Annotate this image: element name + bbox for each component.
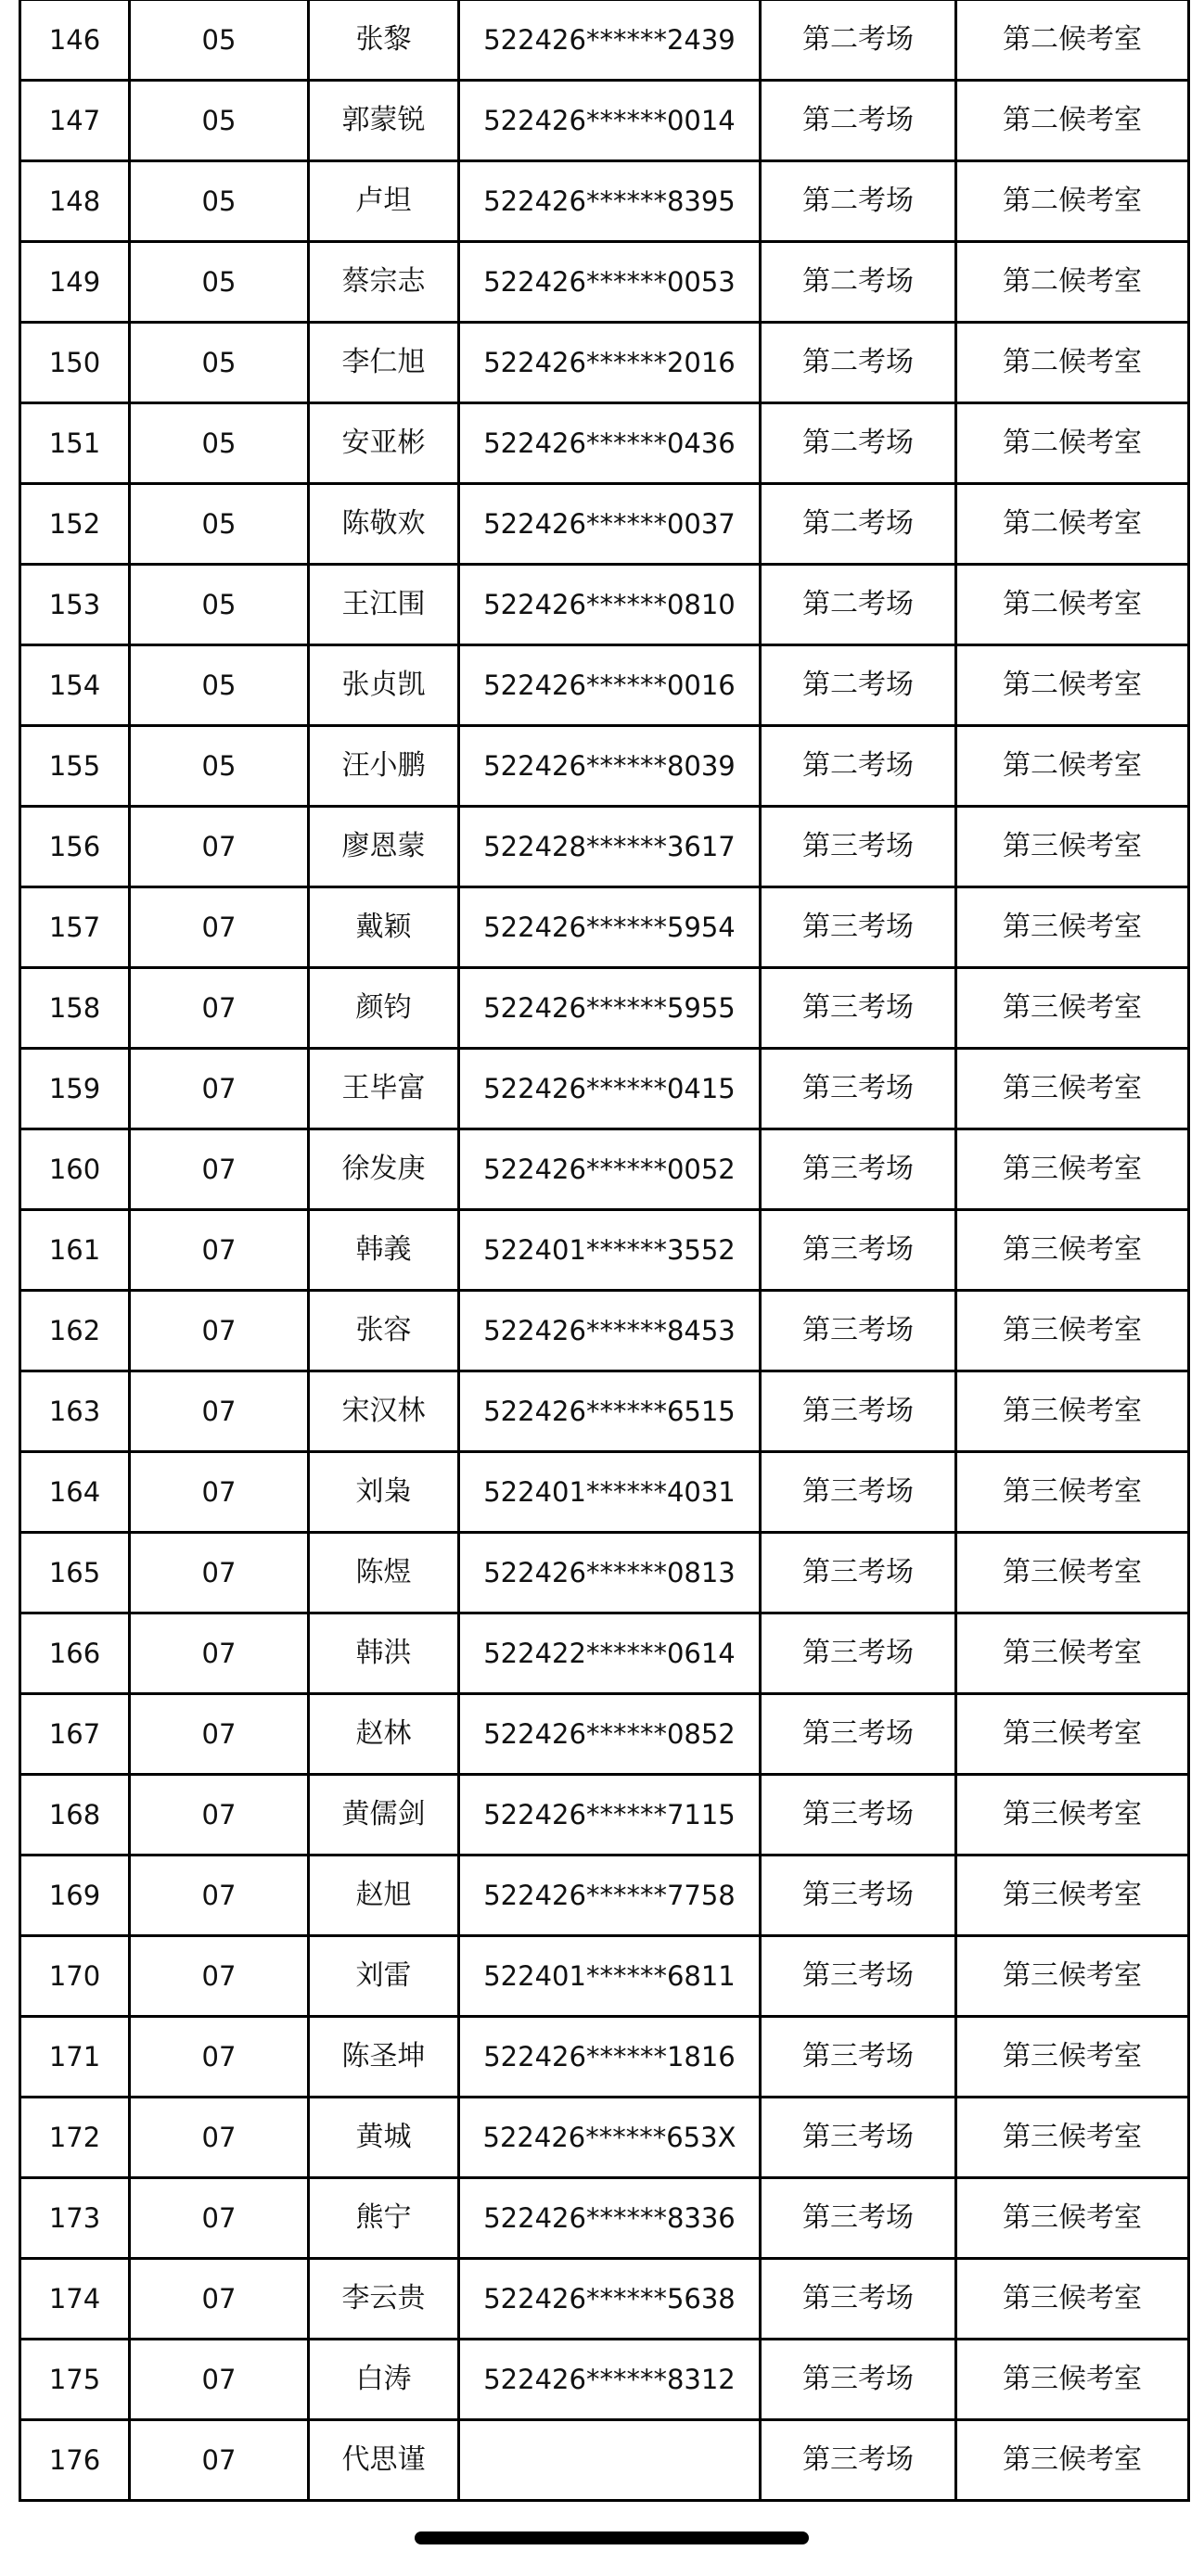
serial-number-cell: 173: [20, 2178, 130, 2259]
position-code-cell: 07: [130, 1049, 309, 1129]
waiting-room-cell: 第三候考室: [956, 1613, 1189, 1694]
serial-number-cell: 157: [20, 887, 130, 968]
id-number-cell: 522426******0813: [459, 1533, 761, 1613]
id-number-cell: 522426******8453: [459, 1291, 761, 1371]
position-code-cell: 07: [130, 1533, 309, 1613]
waiting-room-cell: 第三候考室: [956, 1855, 1189, 1936]
position-code-cell: 05: [130, 0, 309, 81]
candidate-name-cell: 宋汉林: [309, 1371, 459, 1452]
table-row: [20, 2340, 1189, 2420]
waiting-room-cell: 第二候考室: [956, 565, 1189, 645]
serial-number-cell: 175: [20, 2340, 130, 2420]
candidate-name-cell: 廖恩蒙: [309, 807, 459, 887]
position-code-cell: 07: [130, 2259, 309, 2340]
serial-number-cell: 172: [20, 2098, 130, 2178]
waiting-room-cell: 第三候考室: [956, 1049, 1189, 1129]
position-code-cell: 05: [130, 161, 309, 242]
serial-number-cell: 176: [20, 2420, 130, 2501]
candidate-name-cell: 安亚彬: [309, 403, 459, 484]
waiting-room-cell: 第二候考室: [956, 161, 1189, 242]
candidate-name-cell: 韩義: [309, 1210, 459, 1291]
id-number-cell: 522426******8312: [459, 2340, 761, 2420]
serial-number-cell: 174: [20, 2259, 130, 2340]
position-code-cell: 05: [130, 81, 309, 161]
table-row: [20, 1049, 1189, 1129]
exam-venue-cell: 第三考场: [761, 1371, 956, 1452]
candidate-name-cell: 陈煜: [309, 1533, 459, 1613]
waiting-room-cell: 第三候考室: [956, 1694, 1189, 1775]
id-number-cell: 522426******1816: [459, 2017, 761, 2098]
waiting-room-cell: 第三候考室: [956, 1291, 1189, 1371]
position-code-cell: 07: [130, 1210, 309, 1291]
table-row: [20, 1452, 1189, 1533]
table-row: [20, 242, 1189, 323]
table-row: [20, 1855, 1189, 1936]
table-row: [20, 968, 1189, 1049]
exam-venue-cell: 第三考场: [761, 1291, 956, 1371]
candidate-name-cell: 熊宁: [309, 2178, 459, 2259]
waiting-room-cell: 第二候考室: [956, 484, 1189, 565]
candidate-table: [19, 0, 1190, 2502]
id-number-cell: 522426******0810: [459, 565, 761, 645]
id-number-cell: 522426******0415: [459, 1049, 761, 1129]
exam-venue-cell: 第三考场: [761, 887, 956, 968]
serial-number-cell: 161: [20, 1210, 130, 1291]
serial-number-cell: 147: [20, 81, 130, 161]
position-code-cell: 05: [130, 726, 309, 807]
exam-venue-cell: 第三考场: [761, 1210, 956, 1291]
candidate-name-cell: 戴颖: [309, 887, 459, 968]
candidate-name-cell: 陈敬欢: [309, 484, 459, 565]
serial-number-cell: 153: [20, 565, 130, 645]
exam-venue-cell: 第二考场: [761, 242, 956, 323]
exam-venue-cell: 第三考场: [761, 1775, 956, 1855]
exam-venue-cell: 第三考场: [761, 1129, 956, 1210]
waiting-room-cell: 第三候考室: [956, 1936, 1189, 2017]
candidate-name-cell: 张贞凯: [309, 645, 459, 726]
id-number-cell: 522426******8039: [459, 726, 761, 807]
exam-venue-cell: 第二考场: [761, 403, 956, 484]
serial-number-cell: 149: [20, 242, 130, 323]
exam-venue-cell: 第三考场: [761, 2017, 956, 2098]
id-number-cell: 522426******8395: [459, 161, 761, 242]
position-code-cell: 07: [130, 1613, 309, 1694]
position-code-cell: 07: [130, 968, 309, 1049]
serial-number-cell: 158: [20, 968, 130, 1049]
id-number-cell: 522426******0852: [459, 1694, 761, 1775]
waiting-room-cell: 第三候考室: [956, 1129, 1189, 1210]
exam-venue-cell: 第二考场: [761, 323, 956, 403]
waiting-room-cell: 第三候考室: [956, 2017, 1189, 2098]
serial-number-cell: 170: [20, 1936, 130, 2017]
exam-venue-cell: 第三考场: [761, 2259, 956, 2340]
position-code-cell: 05: [130, 565, 309, 645]
table-row: [20, 1210, 1189, 1291]
id-number-cell: 522401******3552: [459, 1210, 761, 1291]
candidate-name-cell: 黄儒剑: [309, 1775, 459, 1855]
id-number-cell: 522426******5955: [459, 968, 761, 1049]
exam-venue-cell: 第二考场: [761, 645, 956, 726]
candidate-name-cell: 蔡宗志: [309, 242, 459, 323]
position-code-cell: 07: [130, 2017, 309, 2098]
position-code-cell: 05: [130, 242, 309, 323]
exam-venue-cell: 第二考场: [761, 565, 956, 645]
waiting-room-cell: 第三候考室: [956, 1210, 1189, 1291]
waiting-room-cell: 第三候考室: [956, 807, 1189, 887]
position-code-cell: 05: [130, 484, 309, 565]
candidate-name-cell: 郭蒙锐: [309, 81, 459, 161]
exam-venue-cell: 第三考场: [761, 1452, 956, 1533]
waiting-room-cell: 第二候考室: [956, 0, 1189, 81]
table-row: [20, 887, 1189, 968]
table-row: [20, 565, 1189, 645]
waiting-room-cell: 第三候考室: [956, 2259, 1189, 2340]
waiting-room-cell: 第三候考室: [956, 968, 1189, 1049]
candidate-name-cell: 李仁旭: [309, 323, 459, 403]
position-code-cell: 07: [130, 2340, 309, 2420]
position-code-cell: 07: [130, 1775, 309, 1855]
waiting-room-cell: 第三候考室: [956, 2178, 1189, 2259]
waiting-room-cell: 第二候考室: [956, 81, 1189, 161]
serial-number-cell: 152: [20, 484, 130, 565]
serial-number-cell: 163: [20, 1371, 130, 1452]
waiting-room-cell: 第三候考室: [956, 887, 1189, 968]
table-row: [20, 484, 1189, 565]
waiting-room-cell: 第三候考室: [956, 2340, 1189, 2420]
id-number-cell: 522426******7758: [459, 1855, 761, 1936]
home-indicator-bar[interactable]: [415, 2531, 809, 2544]
id-number-cell: 522426******8336: [459, 2178, 761, 2259]
position-code-cell: 07: [130, 2420, 309, 2501]
id-number-cell: 522426******6515: [459, 1371, 761, 1452]
table-row: [20, 2259, 1189, 2340]
serial-number-cell: 164: [20, 1452, 130, 1533]
position-code-cell: 07: [130, 2178, 309, 2259]
id-number-cell: 522401******6811: [459, 1936, 761, 2017]
id-number-cell: 522426******5954: [459, 887, 761, 968]
exam-venue-cell: 第三考场: [761, 2420, 956, 2501]
id-number-cell: 522426******2016: [459, 323, 761, 403]
serial-number-cell: 166: [20, 1613, 130, 1694]
id-number-cell: 522426******0436: [459, 403, 761, 484]
serial-number-cell: 146: [20, 0, 130, 81]
exam-venue-cell: 第二考场: [761, 161, 956, 242]
id-number-cell: 522426******5638: [459, 2259, 761, 2340]
waiting-room-cell: 第二候考室: [956, 242, 1189, 323]
candidate-name-cell: 卢坦: [309, 161, 459, 242]
exam-venue-cell: 第二考场: [761, 81, 956, 161]
serial-number-cell: 156: [20, 807, 130, 887]
candidate-name-cell: 黄城: [309, 2098, 459, 2178]
id-number-cell: 522426******0037: [459, 484, 761, 565]
exam-venue-cell: 第二考场: [761, 726, 956, 807]
table-row: [20, 1129, 1189, 1210]
position-code-cell: 07: [130, 807, 309, 887]
serial-number-cell: 154: [20, 645, 130, 726]
position-code-cell: 07: [130, 1936, 309, 2017]
waiting-room-cell: 第三候考室: [956, 1452, 1189, 1533]
waiting-room-cell: 第三候考室: [956, 1533, 1189, 1613]
candidate-table-body: [20, 0, 1189, 2501]
exam-venue-cell: 第三考场: [761, 1694, 956, 1775]
table-row: [20, 1775, 1189, 1855]
table-row: [20, 2420, 1189, 2501]
table-row: [20, 1371, 1189, 1452]
exam-venue-cell: 第三考场: [761, 1855, 956, 1936]
candidate-name-cell: 汪小鹏: [309, 726, 459, 807]
candidate-name-cell: 张容: [309, 1291, 459, 1371]
table-row: [20, 2098, 1189, 2178]
candidate-name-cell: 韩洪: [309, 1613, 459, 1694]
waiting-room-cell: 第二候考室: [956, 645, 1189, 726]
candidate-name-cell: 颜钧: [309, 968, 459, 1049]
id-number-cell: 522426******0052: [459, 1129, 761, 1210]
candidate-name-cell: 张黎: [309, 0, 459, 81]
candidate-name-cell: 陈圣坤: [309, 2017, 459, 2098]
table-row: [20, 2178, 1189, 2259]
candidate-table-container: [19, 0, 1187, 2502]
candidate-name-cell: 刘枭: [309, 1452, 459, 1533]
candidate-name-cell: 白涛: [309, 2340, 459, 2420]
serial-number-cell: 169: [20, 1855, 130, 1936]
exam-venue-cell: 第三考场: [761, 807, 956, 887]
exam-venue-cell: 第三考场: [761, 2178, 956, 2259]
table-row: [20, 726, 1189, 807]
table-row: [20, 1936, 1189, 2017]
position-code-cell: 07: [130, 1129, 309, 1210]
table-row: [20, 323, 1189, 403]
position-code-cell: 07: [130, 1371, 309, 1452]
table-row: [20, 1291, 1189, 1371]
serial-number-cell: 150: [20, 323, 130, 403]
table-row: [20, 807, 1189, 887]
candidate-name-cell: 赵林: [309, 1694, 459, 1775]
id-number-cell: 522426******0014: [459, 81, 761, 161]
table-row: [20, 1533, 1189, 1613]
id-number-cell: 522426******653X: [459, 2098, 761, 2178]
waiting-room-cell: 第三候考室: [956, 1371, 1189, 1452]
waiting-room-cell: 第二候考室: [956, 323, 1189, 403]
exam-venue-cell: 第三考场: [761, 968, 956, 1049]
candidate-name-cell: 李云贵: [309, 2259, 459, 2340]
serial-number-cell: 165: [20, 1533, 130, 1613]
exam-venue-cell: 第三考场: [761, 1936, 956, 2017]
candidate-name-cell: 徐发庚: [309, 1129, 459, 1210]
table-row: [20, 1613, 1189, 1694]
table-row: [20, 161, 1189, 242]
candidate-name-cell: 赵旭: [309, 1855, 459, 1936]
exam-venue-cell: 第三考场: [761, 1049, 956, 1129]
serial-number-cell: 151: [20, 403, 130, 484]
table-row: [20, 81, 1189, 161]
waiting-room-cell: 第二候考室: [956, 403, 1189, 484]
waiting-room-cell: 第三候考室: [956, 2420, 1189, 2501]
waiting-room-cell: 第三候考室: [956, 1775, 1189, 1855]
position-code-cell: 05: [130, 403, 309, 484]
exam-venue-cell: 第二考场: [761, 484, 956, 565]
exam-venue-cell: 第三考场: [761, 2340, 956, 2420]
table-row: [20, 0, 1189, 81]
serial-number-cell: 159: [20, 1049, 130, 1129]
position-code-cell: 05: [130, 323, 309, 403]
position-code-cell: 07: [130, 1291, 309, 1371]
serial-number-cell: 160: [20, 1129, 130, 1210]
table-row: [20, 2017, 1189, 2098]
id-number-cell: 522426******0053: [459, 242, 761, 323]
position-code-cell: 07: [130, 2098, 309, 2178]
serial-number-cell: 171: [20, 2017, 130, 2098]
position-code-cell: 07: [130, 1855, 309, 1936]
position-code-cell: 05: [130, 645, 309, 726]
waiting-room-cell: 第三候考室: [956, 2098, 1189, 2178]
id-number-cell: [459, 2420, 761, 2501]
exam-venue-cell: 第二考场: [761, 0, 956, 81]
candidate-name-cell: 王毕富: [309, 1049, 459, 1129]
serial-number-cell: 148: [20, 161, 130, 242]
table-row: [20, 403, 1189, 484]
position-code-cell: 07: [130, 1452, 309, 1533]
id-number-cell: 522422******0614: [459, 1613, 761, 1694]
serial-number-cell: 162: [20, 1291, 130, 1371]
table-row: [20, 1694, 1189, 1775]
position-code-cell: 07: [130, 1694, 309, 1775]
id-number-cell: 522426******7115: [459, 1775, 761, 1855]
exam-venue-cell: 第三考场: [761, 2098, 956, 2178]
waiting-room-cell: 第二候考室: [956, 726, 1189, 807]
id-number-cell: 522426******2439: [459, 0, 761, 81]
id-number-cell: 522426******0016: [459, 645, 761, 726]
id-number-cell: 522428******3617: [459, 807, 761, 887]
serial-number-cell: 168: [20, 1775, 130, 1855]
candidate-name-cell: 代思谨: [309, 2420, 459, 2501]
table-row: [20, 645, 1189, 726]
exam-venue-cell: 第三考场: [761, 1613, 956, 1694]
candidate-name-cell: 刘雷: [309, 1936, 459, 2017]
candidate-name-cell: 王江围: [309, 565, 459, 645]
serial-number-cell: 155: [20, 726, 130, 807]
serial-number-cell: 167: [20, 1694, 130, 1775]
id-number-cell: 522401******4031: [459, 1452, 761, 1533]
exam-venue-cell: 第三考场: [761, 1533, 956, 1613]
position-code-cell: 07: [130, 887, 309, 968]
